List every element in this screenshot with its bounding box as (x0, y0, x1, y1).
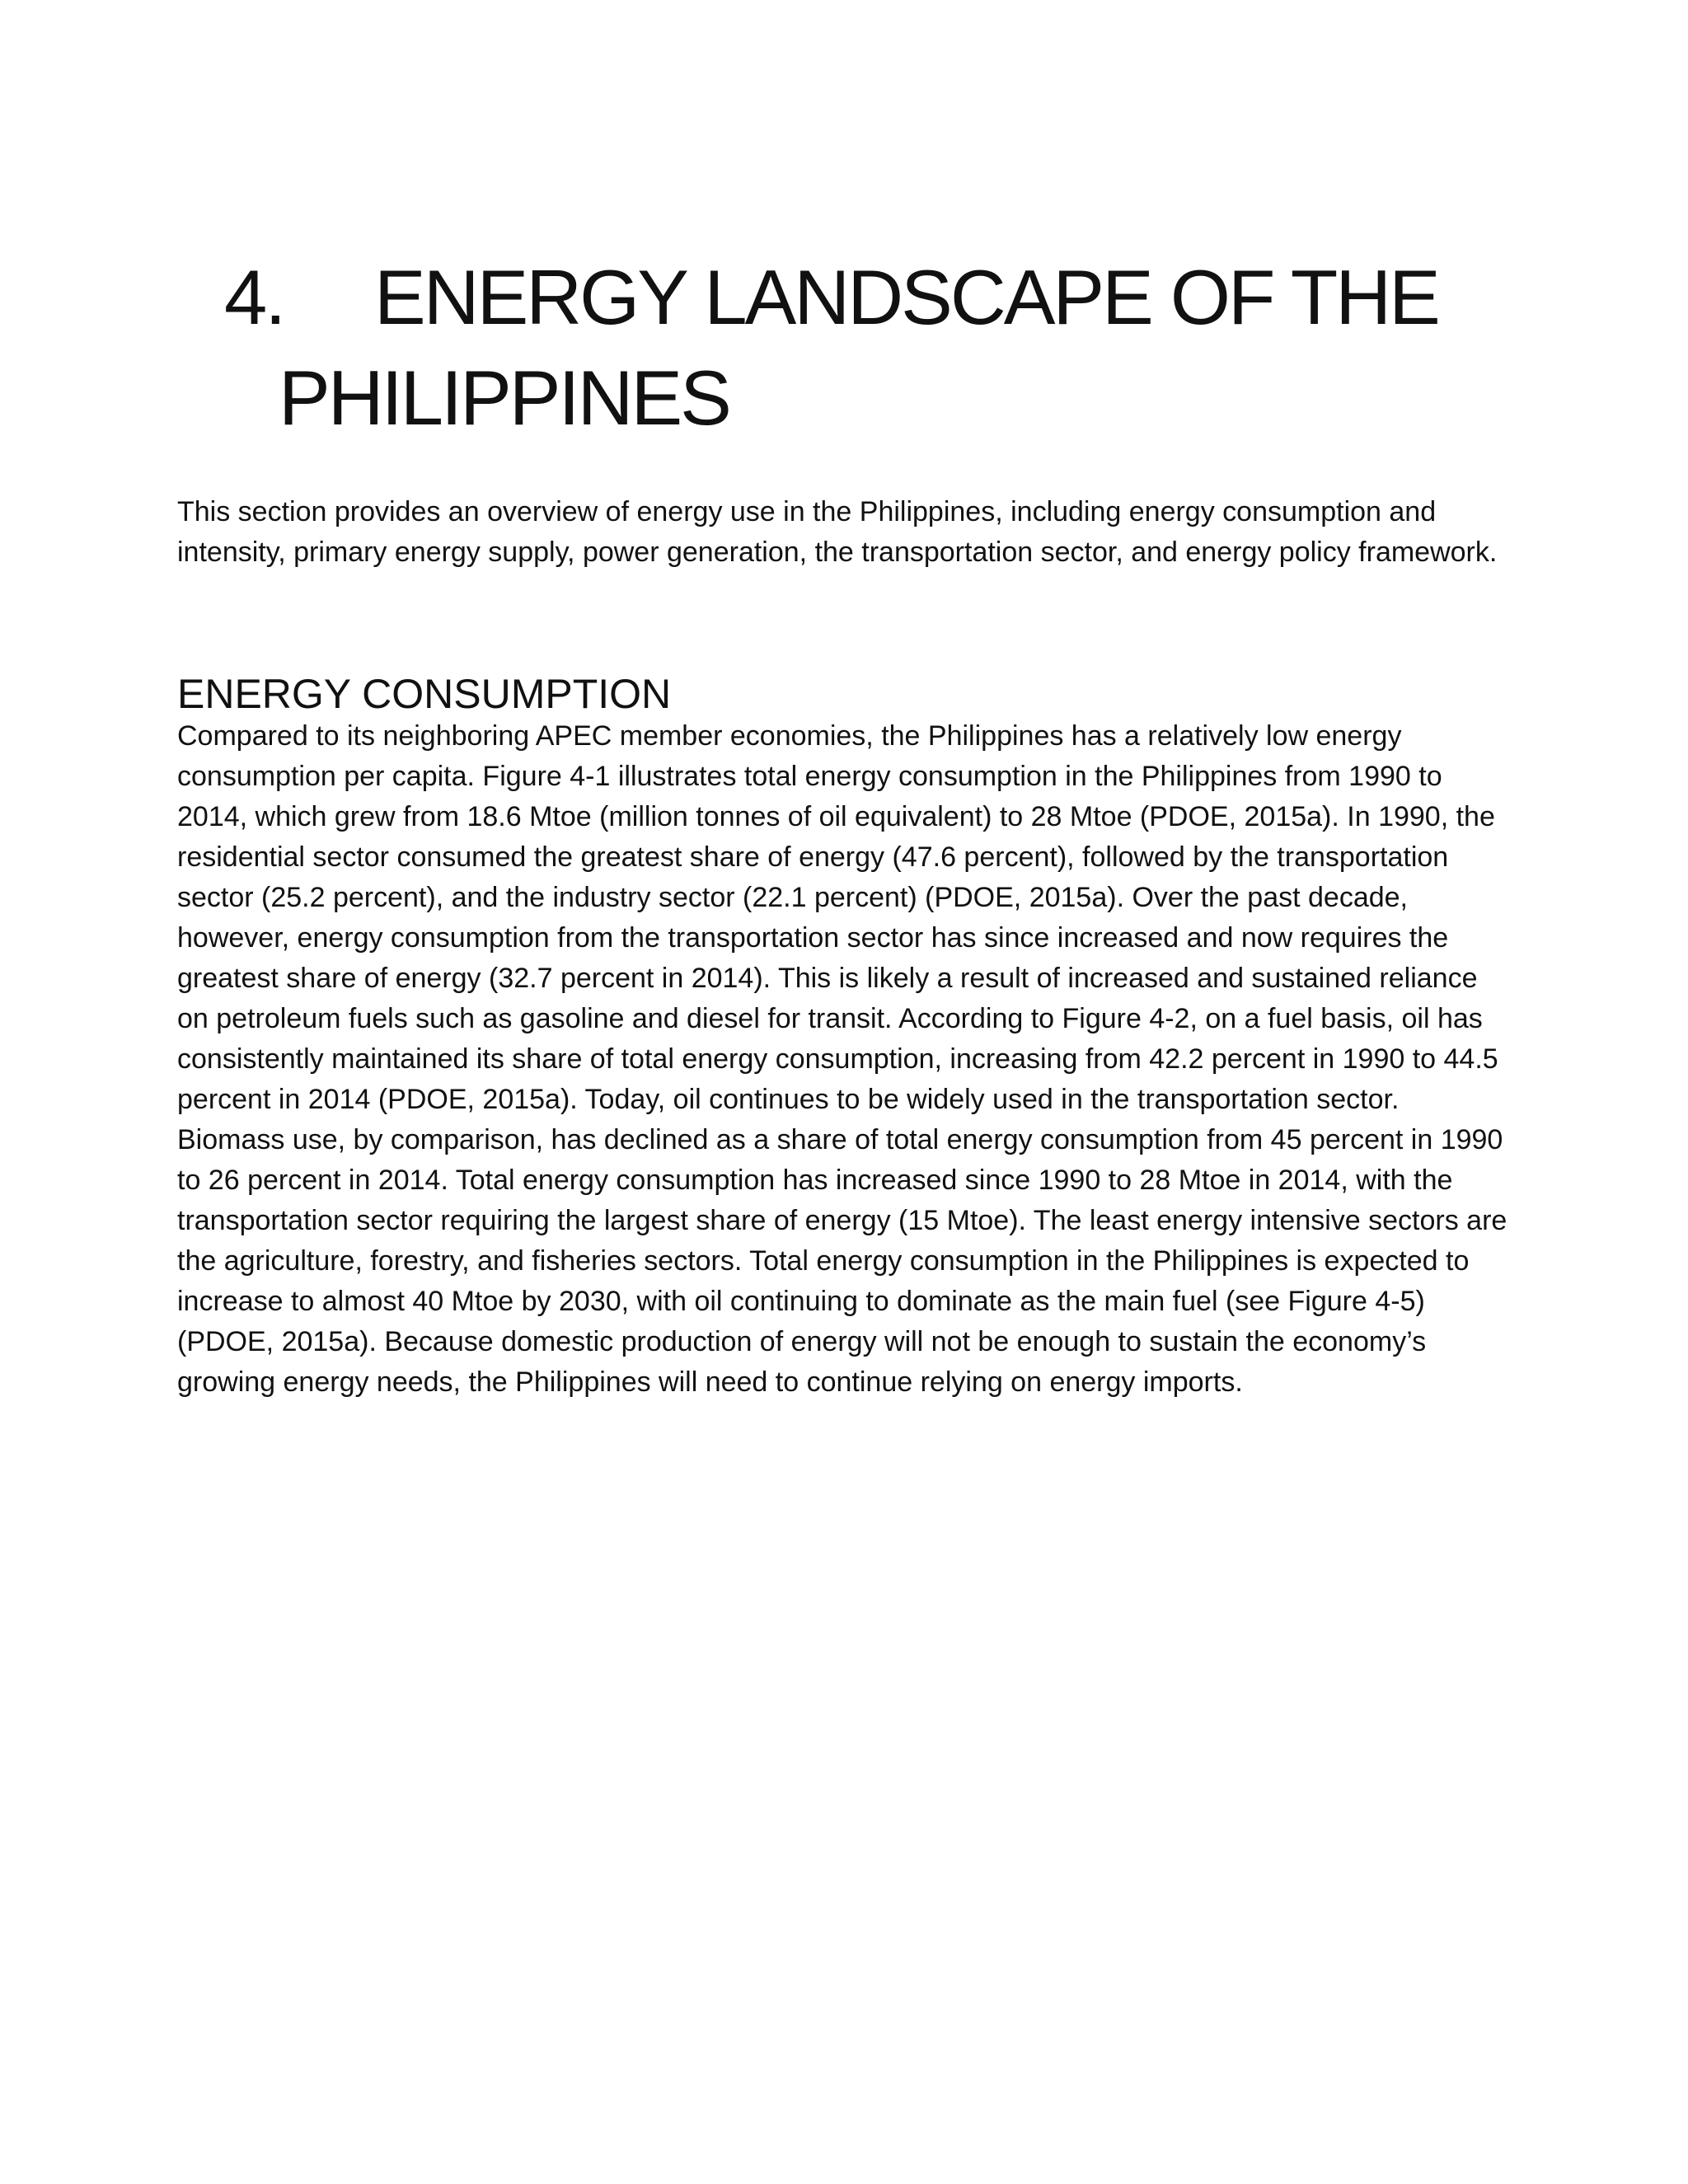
section-body-paragraph: Compared to its neighboring APEC member economies, the Philippines has a relatively low energy consumption per capita. Figure 4-1 illustrates total energy consumption in the Philippines from 1990 to 2014, which grew from 18.6 Mtoe (million tonnes of oil equivalent) to 28 Mtoe (PDOE, 2015a). In 1990, the residential sector consumed the greatest share of energy (47.6 percent), followed by the transportation sector (25.2 percent), and the industry sector (22.1 percent) (PDOE, 2015a). Over the past decade, however, energy consumption from the transportation sector has since increased and now requires the greatest share of energy (32.7 percent in 2014). This is likely a result of increased and sustained reliance on petroleum fuels such as gasoline and diesel for transit. According to Figure 4-2, on a fuel basis, oil has consistently maintained its share of total energy consumption, increasing from 42.2 percent in 1990 to 44.5 percent in 2014 (PDOE, 2015a). Today, oil continues to be widely used in the transportation sector. Biomass use, by comparison, has declined as a share of total energy consumption from 45 percent in 1990 to 26 percent in 2014. Total energy consumption has increased since 1990 to 28 Mtoe in 2014, with the transportation sector requiring the largest share of energy (15 Mtoe). The least energy intensive sectors are the agriculture, forestry, and fisheries sectors. Total energy consumption in the Philippines is expected to increase to almost 40 Mtoe by 2030, with oil continuing to dominate as the main fuel (see Figure 4-5) (PDOE, 2015a). Because domestic production of energy will not be enough to sustain the economy’s growing energy needs, the Philippines will need to continue relying on energy imports. (177, 720, 1507, 1398)
chapter-number: 4. (224, 254, 284, 340)
chapter-title (224, 247, 1543, 448)
chapter-title-line2: PHILIPPINES (279, 354, 729, 441)
section-heading: ENERGY CONSUMPTION (177, 671, 672, 717)
intro-paragraph: This section provides an overview of energy use in the Philippines, including energy consumption and intensity, primary energy supply, power generation, the transportation sector, and energy policy framework. (177, 496, 1498, 568)
chapter-title-line1: ENERGY LANDSCAPE OF THE (374, 254, 1438, 340)
